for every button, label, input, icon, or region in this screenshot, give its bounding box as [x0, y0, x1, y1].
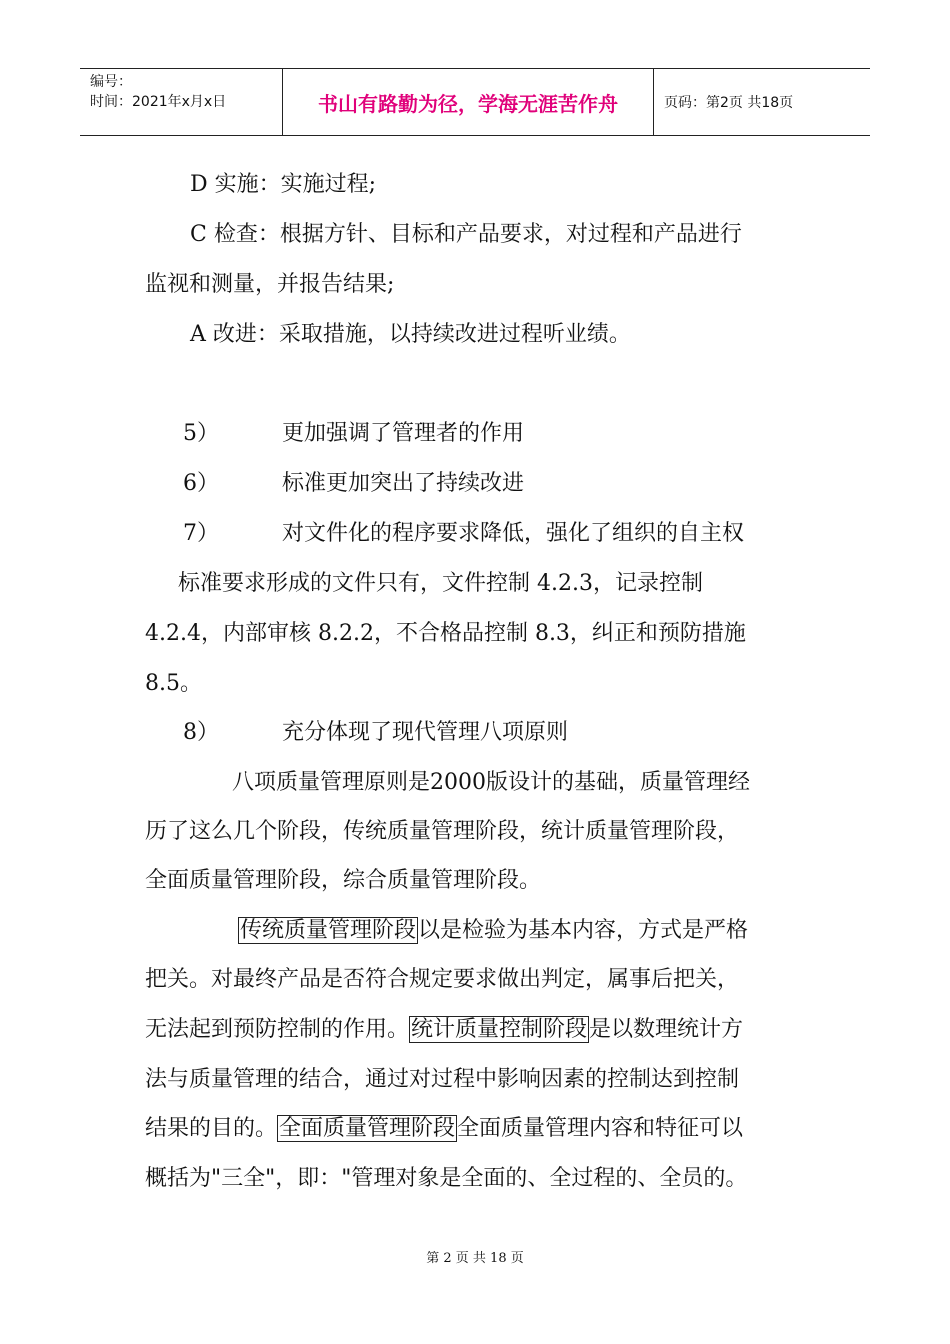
text-span: 全面质量管理内容和特征可以 — [457, 1116, 744, 1141]
text-line: 8.5。 — [145, 671, 202, 696]
list-item: 对文件化的程序要求降低，强化了组织的自主权 — [282, 521, 745, 546]
list-item: 充分体现了现代管理八项原则 — [282, 720, 569, 745]
page-footer: 第 2 页 共 18 页 — [426, 1251, 524, 1266]
text-span: 无法起到预防控制的作用。 — [145, 1017, 410, 1042]
paragraph-line — [238, 918, 748, 944]
text-line: 全面质量管理阶段，综合质量管理阶段。 — [145, 868, 542, 893]
text-span: 是以数理统计方 — [589, 1017, 744, 1042]
list-number: 5） — [183, 421, 219, 446]
list-item: 标准更加突出了持续改进 — [282, 471, 525, 496]
header-meta — [80, 69, 283, 135]
list-number: 8） — [183, 720, 219, 745]
text-line: 标准要求形成的文件只有，文件控制 4.2.3，记录控制 — [178, 571, 703, 596]
text-span: 以是检验为基本内容，方式是严格 — [418, 918, 749, 943]
list-item: 更加强调了管理者的作用 — [282, 421, 525, 446]
text-line: 4.2.4，内部审核 8.2.2，不合格品控制 8.3，纠正和预防措施 — [145, 621, 746, 646]
text-line: A 改进：采取措施，以持续改进过程听业绩。 — [190, 322, 631, 347]
header-motto: 书山有路勤为径，学海无涯苦作舟 — [283, 69, 654, 135]
text-line: C 检查：根据方针、目标和产品要求，对过程和产品进行 — [190, 222, 742, 247]
text-span: 结果的目的。 — [145, 1116, 278, 1141]
boxed-term: 统计质量控制阶段 — [411, 1017, 588, 1042]
boxed-term: 全面质量管理阶段 — [279, 1116, 456, 1141]
text-line: 监视和测量，并报告结果; — [145, 272, 395, 297]
paragraph-line: 把关。对最终产品是否符合规定要求做出判定，属事后把关， — [145, 967, 740, 992]
paragraph-line: 法与质量管理的结合，通过对过程中影响因素的控制达到控制 — [145, 1067, 740, 1092]
text-line: D 实施：实施过程; — [190, 172, 377, 197]
paragraph-line — [145, 1116, 743, 1142]
boxed-term: 传统质量管理阶段 — [240, 918, 417, 943]
document-number-label: 编号： — [90, 74, 132, 90]
header-page-info: 页码：第2页 共18页 — [664, 95, 794, 111]
list-number: 6） — [183, 471, 219, 496]
paragraph-line: 概括为"三全"，即："管理对象是全面的、全过程的、全员的。 — [145, 1166, 748, 1191]
paragraph-line — [145, 1017, 743, 1043]
list-number: 7） — [183, 521, 219, 546]
text-line: 八项质量管理原则是2000版设计的基础，质量管理经 — [232, 770, 750, 795]
page-header — [80, 68, 870, 136]
document-date: 时间：2021年x月x日 — [90, 94, 227, 110]
text-line: 历了这么几个阶段，传统质量管理阶段，统计质量管理阶段， — [145, 819, 740, 844]
